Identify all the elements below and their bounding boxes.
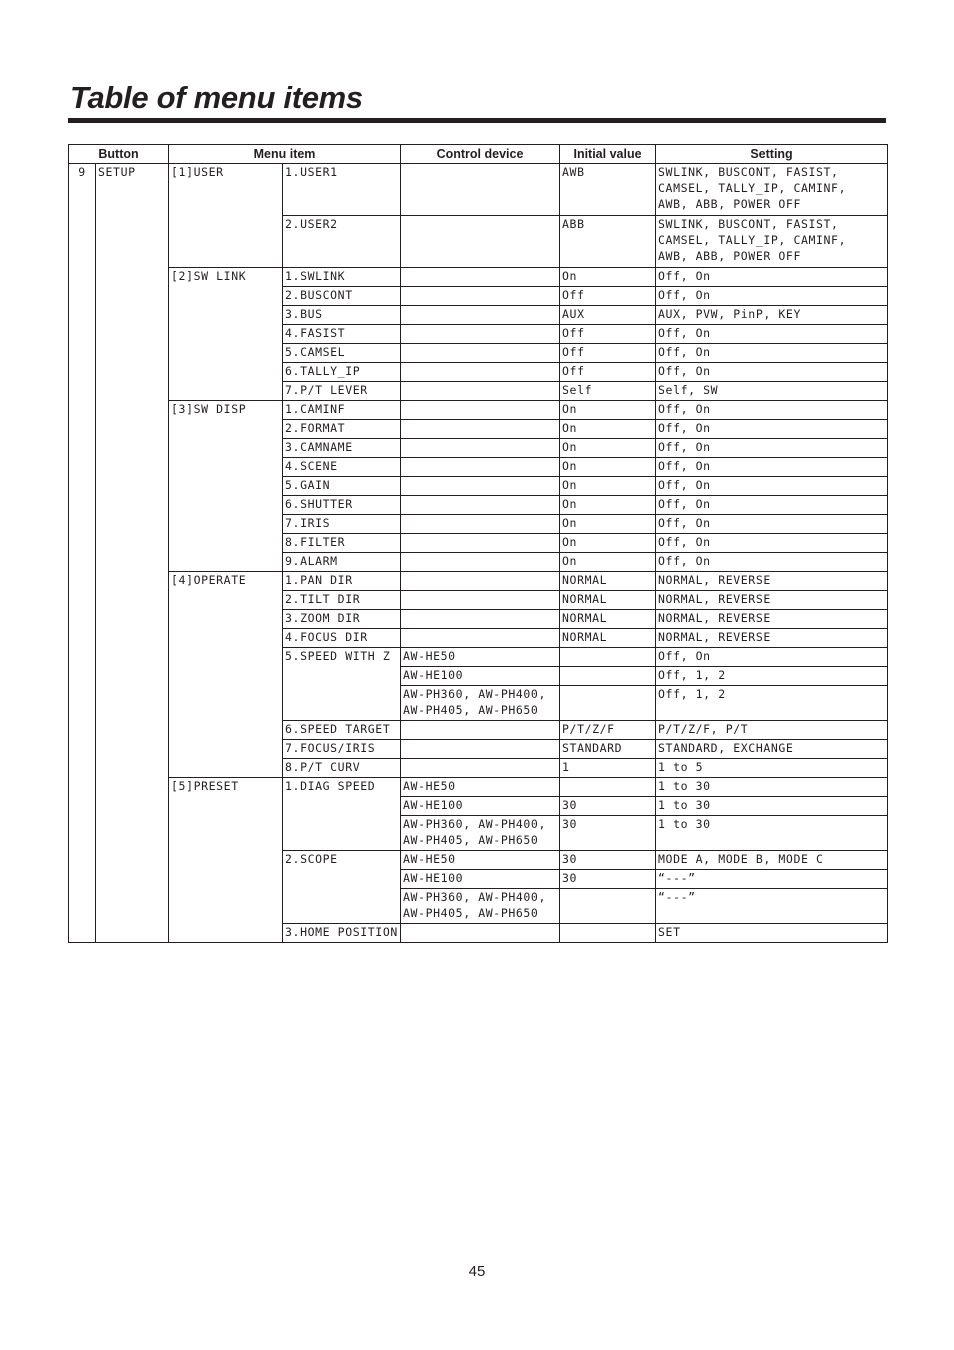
menu-item-name: 8.FILTER xyxy=(283,534,401,553)
control-device-cell: AW-PH360, AW-PH400, AW-PH405, AW-PH650 xyxy=(401,686,560,721)
control-device-cell xyxy=(401,759,560,778)
control-device-cell xyxy=(401,458,560,477)
control-device-cell xyxy=(401,306,560,325)
table-row xyxy=(69,164,888,216)
setting-cell: “---” xyxy=(656,889,888,924)
menu-item-name: 3.HOME POSITION xyxy=(283,924,401,943)
control-device-cell: AW-HE100 xyxy=(401,667,560,686)
menu-items-table xyxy=(68,144,888,943)
menu-item-name: 5.CAMSEL xyxy=(283,344,401,363)
setting-cell: Off, On xyxy=(656,344,888,363)
menu-item-name: 6.SPEED TARGET xyxy=(283,721,401,740)
setting-cell: Off, On xyxy=(656,439,888,458)
setting-cell: 1 to 5 xyxy=(656,759,888,778)
initial-value-cell: On xyxy=(560,268,656,287)
initial-value-cell: On xyxy=(560,534,656,553)
control-device-cell xyxy=(401,439,560,458)
initial-value-cell xyxy=(560,889,656,924)
control-device-cell: AW-HE100 xyxy=(401,870,560,889)
control-device-cell xyxy=(401,164,560,216)
initial-value-cell: On xyxy=(560,553,656,572)
control-device-cell: AW-PH360, AW-PH400, AW-PH405, AW-PH650 xyxy=(401,816,560,851)
header-control-device: Control device xyxy=(401,145,560,164)
initial-value-cell: On xyxy=(560,439,656,458)
control-device-cell xyxy=(401,534,560,553)
control-device-cell xyxy=(401,420,560,439)
menu-item-name: 7.IRIS xyxy=(283,515,401,534)
setting-cell: Off, On xyxy=(656,401,888,420)
header-setting: Setting xyxy=(656,145,888,164)
setting-cell: NORMAL, REVERSE xyxy=(656,591,888,610)
control-device-cell xyxy=(401,477,560,496)
initial-value-cell: 30 xyxy=(560,797,656,816)
control-device-cell: AW-HE100 xyxy=(401,797,560,816)
initial-value-cell xyxy=(560,924,656,943)
setting-cell: AUX, PVW, PinP, KEY xyxy=(656,306,888,325)
control-device-cell xyxy=(401,553,560,572)
initial-value-cell: ABB xyxy=(560,216,656,268)
button-name: SETUP xyxy=(96,164,169,943)
setting-cell: NORMAL, REVERSE xyxy=(656,629,888,648)
button-number: 9 xyxy=(69,164,96,943)
control-device-cell xyxy=(401,401,560,420)
control-device-cell xyxy=(401,721,560,740)
menu-item-name: 7.P/T LEVER xyxy=(283,382,401,401)
initial-value-cell: On xyxy=(560,515,656,534)
menu-item-name: 6.TALLY_IP xyxy=(283,363,401,382)
setting-cell: Off, On xyxy=(656,363,888,382)
menu-item-name: 1.PAN DIR xyxy=(283,572,401,591)
menu-item-name: 2.USER2 xyxy=(283,216,401,268)
setting-cell: Off, On xyxy=(656,534,888,553)
initial-value-cell: AUX xyxy=(560,306,656,325)
setting-cell: MODE A, MODE B, MODE C xyxy=(656,851,888,870)
setting-cell: Off, On xyxy=(656,515,888,534)
menu-item-name: 2.FORMAT xyxy=(283,420,401,439)
control-device-cell xyxy=(401,740,560,759)
control-device-cell xyxy=(401,382,560,401)
setting-cell: Off, On xyxy=(656,420,888,439)
initial-value-cell xyxy=(560,667,656,686)
menu-item-name: 4.SCENE xyxy=(283,458,401,477)
control-device-cell xyxy=(401,629,560,648)
control-device-cell xyxy=(401,496,560,515)
initial-value-cell: AWB xyxy=(560,164,656,216)
control-device-cell xyxy=(401,344,560,363)
control-device-cell xyxy=(401,216,560,268)
header-initial-value: Initial value xyxy=(560,145,656,164)
initial-value-cell: Off xyxy=(560,363,656,382)
initial-value-cell xyxy=(560,686,656,721)
setting-cell: Off, 1, 2 xyxy=(656,686,888,721)
table-body xyxy=(69,164,888,943)
control-device-cell xyxy=(401,287,560,306)
initial-value-cell: On xyxy=(560,477,656,496)
initial-value-cell: NORMAL xyxy=(560,591,656,610)
setting-cell: SWLINK, BUSCONT, FASIST, CAMSEL, TALLY_IP, CAMINF, AWB, ABB, POWER OFF xyxy=(656,216,888,268)
page-title: Table of menu items xyxy=(70,80,363,115)
control-device-cell: AW-HE50 xyxy=(401,851,560,870)
setting-cell: Off, On xyxy=(656,325,888,344)
menu-item-name: 4.FASIST xyxy=(283,325,401,344)
menu-item-name: 4.FOCUS DIR xyxy=(283,629,401,648)
menu-group-name: [4]OPERATE xyxy=(169,572,283,778)
setting-cell: 1 to 30 xyxy=(656,778,888,797)
initial-value-cell: 30 xyxy=(560,851,656,870)
setting-cell: Self, SW xyxy=(656,382,888,401)
control-device-cell xyxy=(401,325,560,344)
setting-cell: “---” xyxy=(656,870,888,889)
setting-cell: Off, On xyxy=(656,268,888,287)
setting-cell: Off, On xyxy=(656,496,888,515)
table-row xyxy=(69,572,888,591)
table-row xyxy=(69,401,888,420)
control-device-cell xyxy=(401,515,560,534)
control-device-cell xyxy=(401,268,560,287)
table-header-row xyxy=(69,145,888,164)
setting-cell: SWLINK, BUSCONT, FASIST, CAMSEL, TALLY_IP, CAMINF, AWB, ABB, POWER OFF xyxy=(656,164,888,216)
control-device-cell xyxy=(401,924,560,943)
menu-item-name: 1.CAMINF xyxy=(283,401,401,420)
menu-item-name: 9.ALARM xyxy=(283,553,401,572)
initial-value-cell: On xyxy=(560,420,656,439)
control-device-cell xyxy=(401,363,560,382)
control-device-cell: AW-PH360, AW-PH400, AW-PH405, AW-PH650 xyxy=(401,889,560,924)
initial-value-cell: STANDARD xyxy=(560,740,656,759)
menu-item-name: 5.GAIN xyxy=(283,477,401,496)
menu-item-name: 2.TILT DIR xyxy=(283,591,401,610)
setting-cell: Off, 1, 2 xyxy=(656,667,888,686)
control-device-cell xyxy=(401,572,560,591)
initial-value-cell: Off xyxy=(560,344,656,363)
setting-cell: P/T/Z/F, P/T xyxy=(656,721,888,740)
menu-item-name: 5.SPEED WITH Z xyxy=(283,648,401,721)
menu-item-name: 6.SHUTTER xyxy=(283,496,401,515)
table-row xyxy=(69,778,888,797)
menu-group-name: [5]PRESET xyxy=(169,778,283,943)
menu-item-name: 8.P/T CURV xyxy=(283,759,401,778)
menu-group-name: [1]USER xyxy=(169,164,283,268)
menu-item-name: 3.ZOOM DIR xyxy=(283,610,401,629)
header-menu-item: Menu item xyxy=(169,145,401,164)
setting-cell: SET xyxy=(656,924,888,943)
menu-group-name: [2]SW LINK xyxy=(169,268,283,401)
control-device-cell: AW-HE50 xyxy=(401,778,560,797)
initial-value-cell: On xyxy=(560,458,656,477)
initial-value-cell: 30 xyxy=(560,870,656,889)
initial-value-cell: NORMAL xyxy=(560,572,656,591)
menu-item-name: 3.BUS xyxy=(283,306,401,325)
setting-cell: Off, On xyxy=(656,477,888,496)
control-device-cell xyxy=(401,591,560,610)
initial-value-cell: 1 xyxy=(560,759,656,778)
menu-item-name: 2.SCOPE xyxy=(283,851,401,924)
menu-item-name: 1.USER1 xyxy=(283,164,401,216)
menu-group-name: [3]SW DISP xyxy=(169,401,283,572)
setting-cell: Off, On xyxy=(656,287,888,306)
setting-cell: Off, On xyxy=(656,648,888,667)
setting-cell: 1 to 30 xyxy=(656,816,888,851)
table-row xyxy=(69,268,888,287)
initial-value-cell: On xyxy=(560,401,656,420)
setting-cell: 1 to 30 xyxy=(656,797,888,816)
title-rule xyxy=(68,118,886,123)
menu-item-name: 1.DIAG SPEED xyxy=(283,778,401,851)
initial-value-cell: Off xyxy=(560,325,656,344)
initial-value-cell: NORMAL xyxy=(560,629,656,648)
setting-cell: NORMAL, REVERSE xyxy=(656,610,888,629)
setting-cell: Off, On xyxy=(656,553,888,572)
initial-value-cell: 30 xyxy=(560,816,656,851)
initial-value-cell: On xyxy=(560,496,656,515)
menu-item-name: 7.FOCUS/IRIS xyxy=(283,740,401,759)
page-number: 45 xyxy=(468,1263,486,1280)
header-button: Button xyxy=(69,145,169,164)
setting-cell: Off, On xyxy=(656,458,888,477)
initial-value-cell xyxy=(560,648,656,667)
initial-value-cell: Off xyxy=(560,287,656,306)
setting-cell: NORMAL, REVERSE xyxy=(656,572,888,591)
control-device-cell: AW-HE50 xyxy=(401,648,560,667)
menu-item-name: 1.SWLINK xyxy=(283,268,401,287)
control-device-cell xyxy=(401,610,560,629)
setting-cell: STANDARD, EXCHANGE xyxy=(656,740,888,759)
menu-item-name: 2.BUSCONT xyxy=(283,287,401,306)
menu-item-name: 3.CAMNAME xyxy=(283,439,401,458)
initial-value-cell xyxy=(560,778,656,797)
initial-value-cell: P/T/Z/F xyxy=(560,721,656,740)
initial-value-cell: Self xyxy=(560,382,656,401)
initial-value-cell: NORMAL xyxy=(560,610,656,629)
